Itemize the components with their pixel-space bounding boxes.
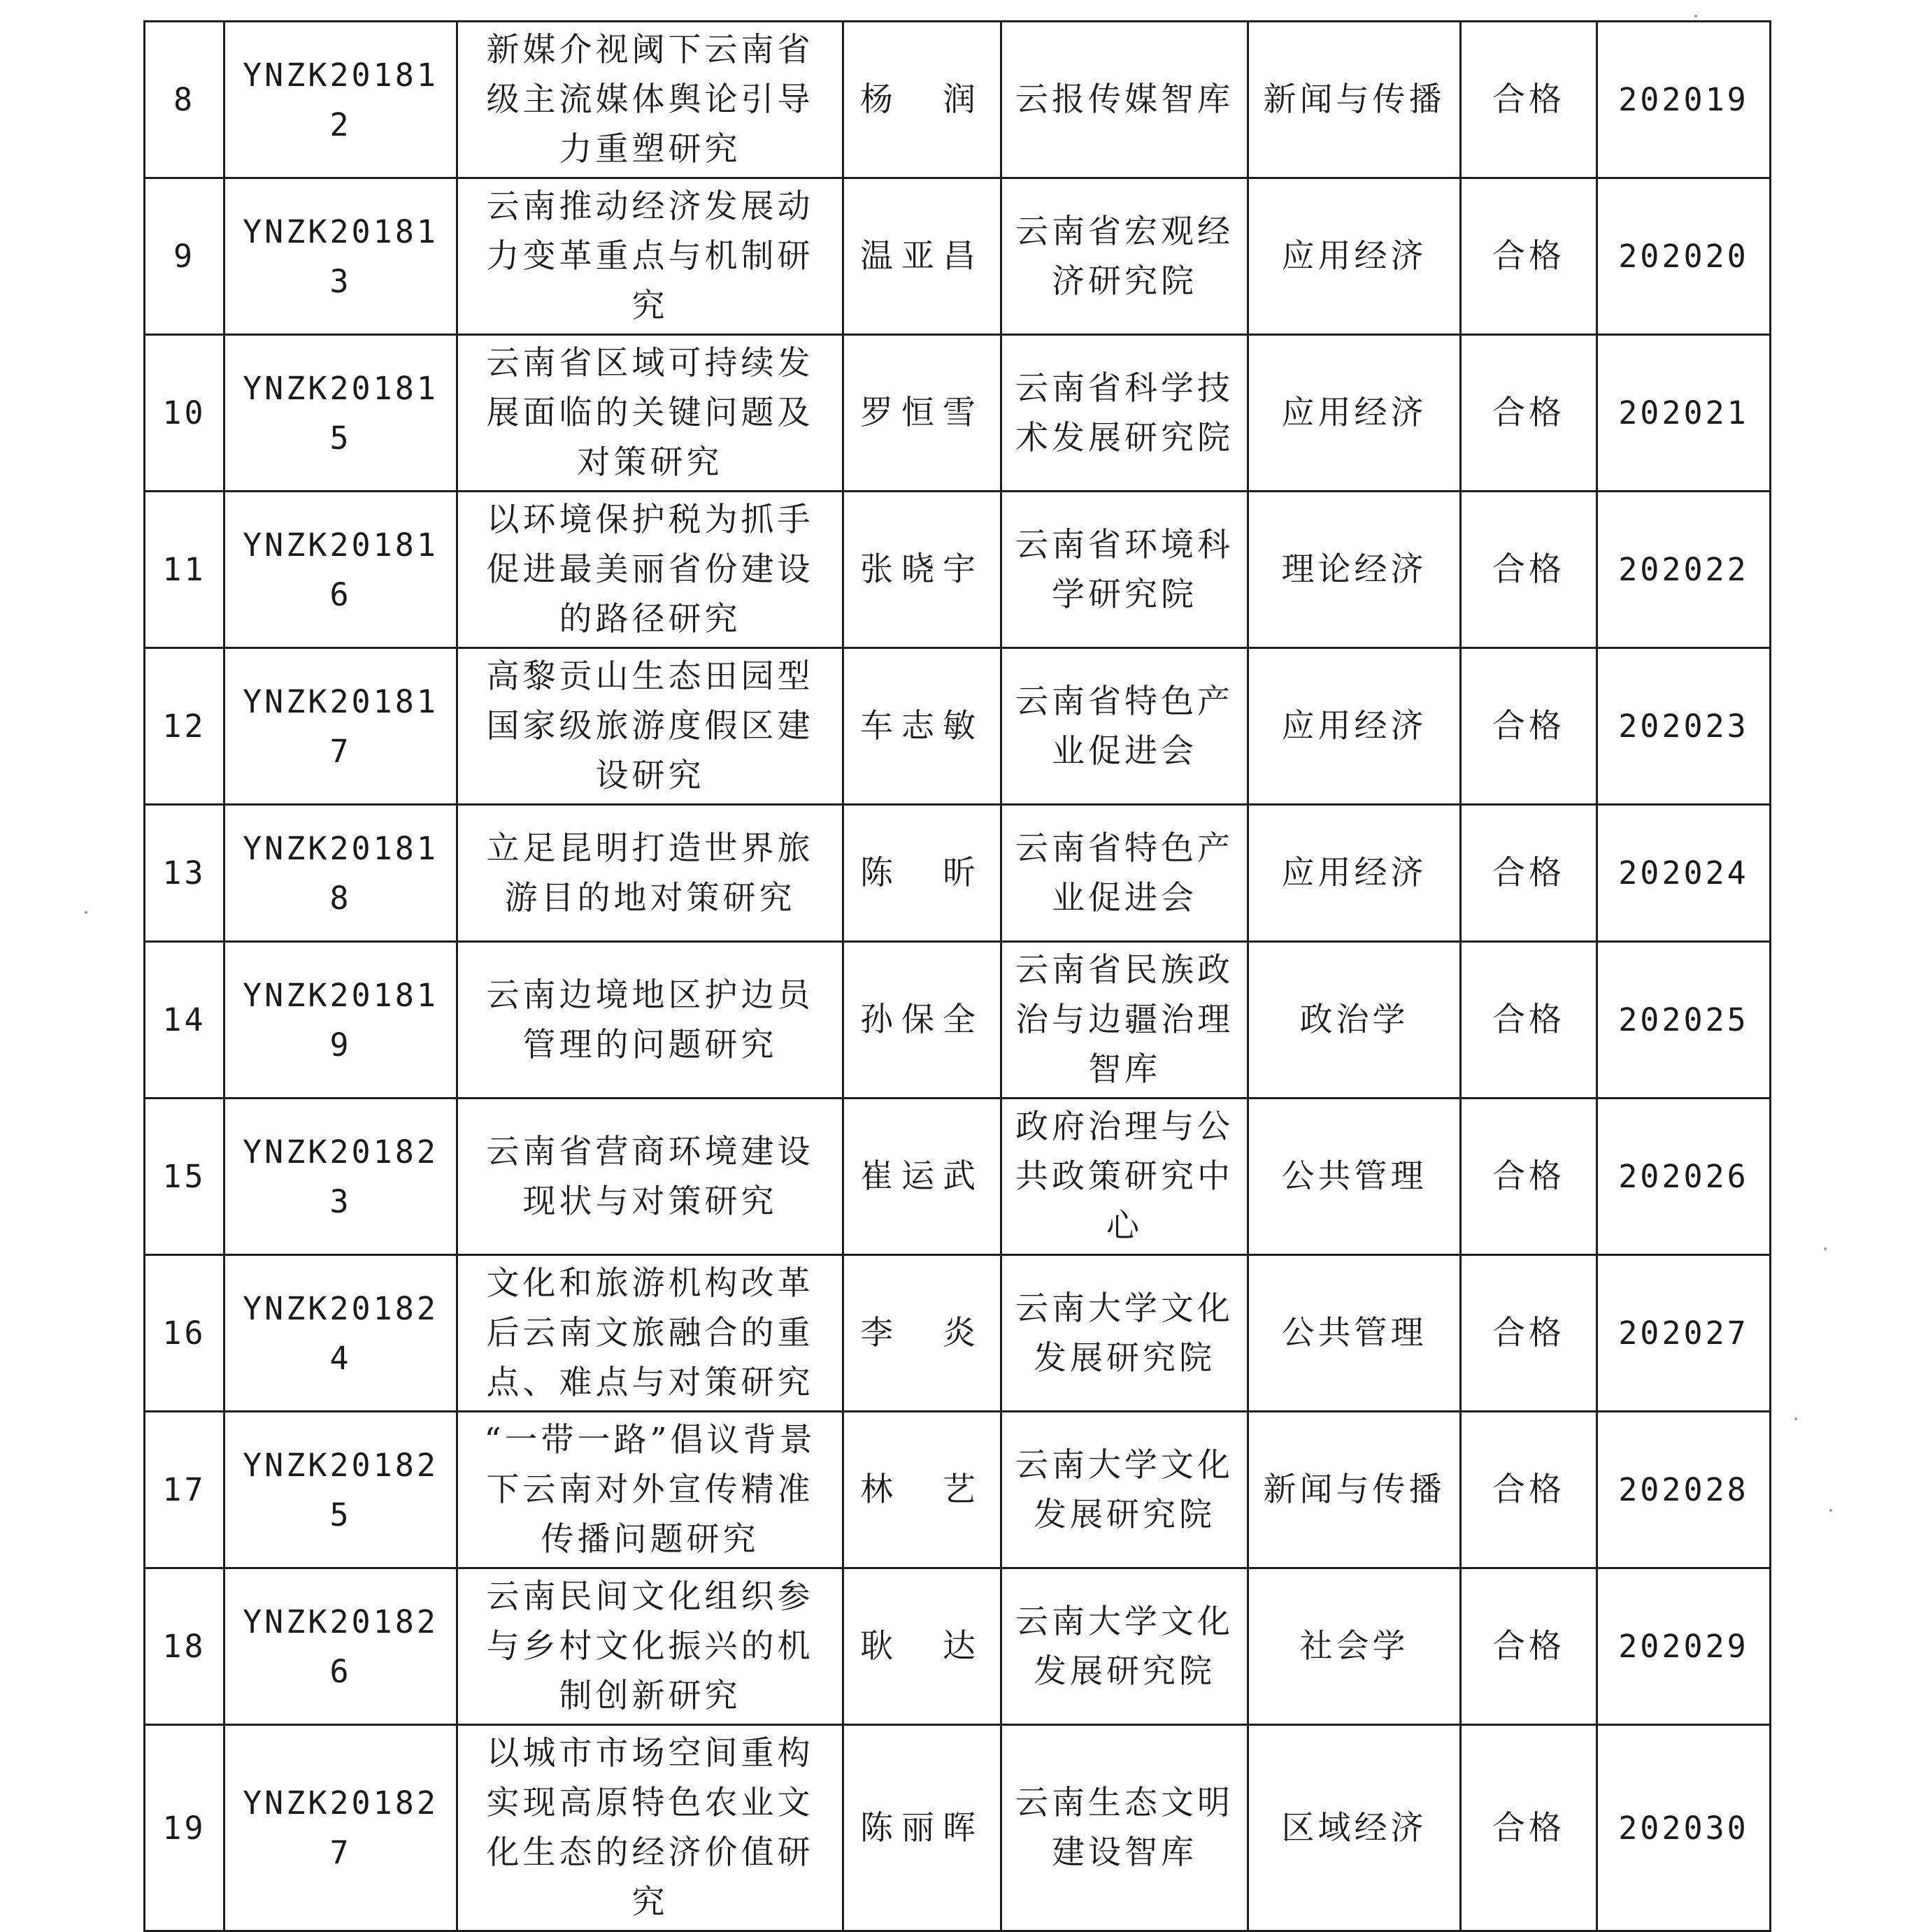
- project-code: YNZK201817: [224, 648, 457, 805]
- table-row: [145, 1725, 1771, 1931]
- table-row: [145, 1568, 1771, 1725]
- table-row: [145, 492, 1771, 648]
- certificate-number: 202019: [1597, 22, 1771, 178]
- project-title: 以城市市场空间重构实现高原特色农业文化生态的经济价值研究: [457, 1725, 843, 1931]
- evaluation-result: 合格: [1461, 942, 1597, 1099]
- certificate-number: 202020: [1597, 178, 1771, 335]
- institution: 云南生态文明建设智库: [1001, 1725, 1248, 1931]
- project-results-table: [143, 20, 1771, 1932]
- institution: 云南大学文化发展研究院: [1001, 1412, 1248, 1568]
- institution: 云报传媒智库: [1001, 22, 1248, 178]
- scan-speck: [1794, 1417, 1797, 1420]
- evaluation-result: 合格: [1461, 178, 1597, 335]
- certificate-number: 202021: [1597, 335, 1771, 492]
- row-number: 8: [145, 22, 224, 178]
- evaluation-result: 合格: [1461, 805, 1597, 942]
- table-body: [145, 22, 1771, 1931]
- row-number: 15: [145, 1099, 224, 1255]
- certificate-number: 202028: [1597, 1412, 1771, 1568]
- project-title: 云南省营商环境建设现状与对策研究: [457, 1099, 843, 1255]
- evaluation-result: 合格: [1461, 1099, 1597, 1255]
- project-leader: 陈 昕: [843, 805, 1001, 942]
- discipline: 新闻与传播: [1248, 1412, 1461, 1568]
- certificate-number: 202025: [1597, 942, 1771, 1099]
- discipline: 理论经济: [1248, 492, 1461, 648]
- discipline: 应用经济: [1248, 178, 1461, 335]
- project-title: 新媒介视阈下云南省级主流媒体舆论引导力重塑研究: [457, 22, 843, 178]
- row-number: 17: [145, 1412, 224, 1568]
- evaluation-result: 合格: [1461, 1412, 1597, 1568]
- institution: 云南省宏观经济研究院: [1001, 178, 1248, 335]
- project-code: YNZK201827: [224, 1725, 457, 1931]
- certificate-number: 202024: [1597, 805, 1771, 942]
- project-code: YNZK201824: [224, 1255, 457, 1412]
- row-number: 13: [145, 805, 224, 942]
- scan-speck: [1824, 1247, 1827, 1250]
- project-title: 云南省区域可持续发展面临的关键问题及对策研究: [457, 335, 843, 492]
- project-title: 文化和旅游机构改革后云南文旅融合的重点、难点与对策研究: [457, 1255, 843, 1412]
- project-code: YNZK201825: [224, 1412, 457, 1568]
- project-title: 立足昆明打造世界旅游目的地对策研究: [457, 805, 843, 942]
- row-number: 19: [145, 1725, 224, 1931]
- row-number: 18: [145, 1568, 224, 1725]
- project-title: 云南边境地区护边员管理的问题研究: [457, 942, 843, 1099]
- row-number: 12: [145, 648, 224, 805]
- project-title: “一带一路”倡议背景下云南对外宣传精准传播问题研究: [457, 1412, 843, 1568]
- evaluation-result: 合格: [1461, 22, 1597, 178]
- discipline: 应用经济: [1248, 805, 1461, 942]
- table-row: [145, 805, 1771, 942]
- project-leader: 孙保全: [843, 942, 1001, 1099]
- table-row: [145, 335, 1771, 492]
- institution: 云南省特色产业促进会: [1001, 648, 1248, 805]
- institution: 云南大学文化发展研究院: [1001, 1255, 1248, 1412]
- certificate-number: 202022: [1597, 492, 1771, 648]
- project-title: 云南推动经济发展动力变革重点与机制研究: [457, 178, 843, 335]
- table-row: [145, 1412, 1771, 1568]
- row-number: 9: [145, 178, 224, 335]
- project-code: YNZK201813: [224, 178, 457, 335]
- institution: 云南省环境科学研究院: [1001, 492, 1248, 648]
- project-leader: 杨 润: [843, 22, 1001, 178]
- institution: 云南省特色产业促进会: [1001, 805, 1248, 942]
- scan-speck: [1694, 15, 1697, 17]
- certificate-number: 202026: [1597, 1099, 1771, 1255]
- row-number: 16: [145, 1255, 224, 1412]
- project-title: 高黎贡山生态田园型国家级旅游度假区建设研究: [457, 648, 843, 805]
- institution: 政府治理与公共政策研究中心: [1001, 1099, 1248, 1255]
- row-number: 11: [145, 492, 224, 648]
- discipline: 公共管理: [1248, 1099, 1461, 1255]
- project-leader: 林 艺: [843, 1412, 1001, 1568]
- project-leader: 温亚昌: [843, 178, 1001, 335]
- evaluation-result: 合格: [1461, 492, 1597, 648]
- table-row: [145, 178, 1771, 335]
- discipline: 公共管理: [1248, 1255, 1461, 1412]
- discipline: 社会学: [1248, 1568, 1461, 1725]
- institution: 云南省科学技术发展研究院: [1001, 335, 1248, 492]
- discipline: 区域经济: [1248, 1725, 1461, 1931]
- table-row: [145, 942, 1771, 1099]
- evaluation-result: 合格: [1461, 1568, 1597, 1725]
- table-row: [145, 1255, 1771, 1412]
- project-code: YNZK201819: [224, 942, 457, 1099]
- certificate-number: 202027: [1597, 1255, 1771, 1412]
- project-title: 云南民间文化组织参与乡村文化振兴的机制创新研究: [457, 1568, 843, 1725]
- scan-speck: [1829, 1509, 1832, 1512]
- discipline: 新闻与传播: [1248, 22, 1461, 178]
- discipline: 政治学: [1248, 942, 1461, 1099]
- project-title: 以环境保护税为抓手促进最美丽省份建设的路径研究: [457, 492, 843, 648]
- project-leader: 陈丽晖: [843, 1725, 1001, 1931]
- certificate-number: 202030: [1597, 1725, 1771, 1931]
- evaluation-result: 合格: [1461, 335, 1597, 492]
- project-leader: 耿 达: [843, 1568, 1001, 1725]
- project-code: YNZK201816: [224, 492, 457, 648]
- project-leader: 李 炎: [843, 1255, 1001, 1412]
- row-number: 14: [145, 942, 224, 1099]
- table-row: [145, 648, 1771, 805]
- certificate-number: 202029: [1597, 1568, 1771, 1725]
- table-row: [145, 1099, 1771, 1255]
- project-code: YNZK201812: [224, 22, 457, 178]
- evaluation-result: 合格: [1461, 1255, 1597, 1412]
- project-leader: 崔运武: [843, 1099, 1001, 1255]
- institution: 云南省民族政治与边疆治理智库: [1001, 942, 1248, 1099]
- table-row: [145, 22, 1771, 178]
- project-code: YNZK201823: [224, 1099, 457, 1255]
- discipline: 应用经济: [1248, 648, 1461, 805]
- project-code: YNZK201815: [224, 335, 457, 492]
- certificate-number: 202023: [1597, 648, 1771, 805]
- row-number: 10: [145, 335, 224, 492]
- scan-speck: [85, 911, 87, 914]
- evaluation-result: 合格: [1461, 648, 1597, 805]
- project-leader: 张晓宇: [843, 492, 1001, 648]
- project-leader: 罗恒雪: [843, 335, 1001, 492]
- project-leader: 车志敏: [843, 648, 1001, 805]
- discipline: 应用经济: [1248, 335, 1461, 492]
- project-code: YNZK201818: [224, 805, 457, 942]
- evaluation-result: 合格: [1461, 1725, 1597, 1931]
- project-code: YNZK201826: [224, 1568, 457, 1725]
- institution: 云南大学文化发展研究院: [1001, 1568, 1248, 1725]
